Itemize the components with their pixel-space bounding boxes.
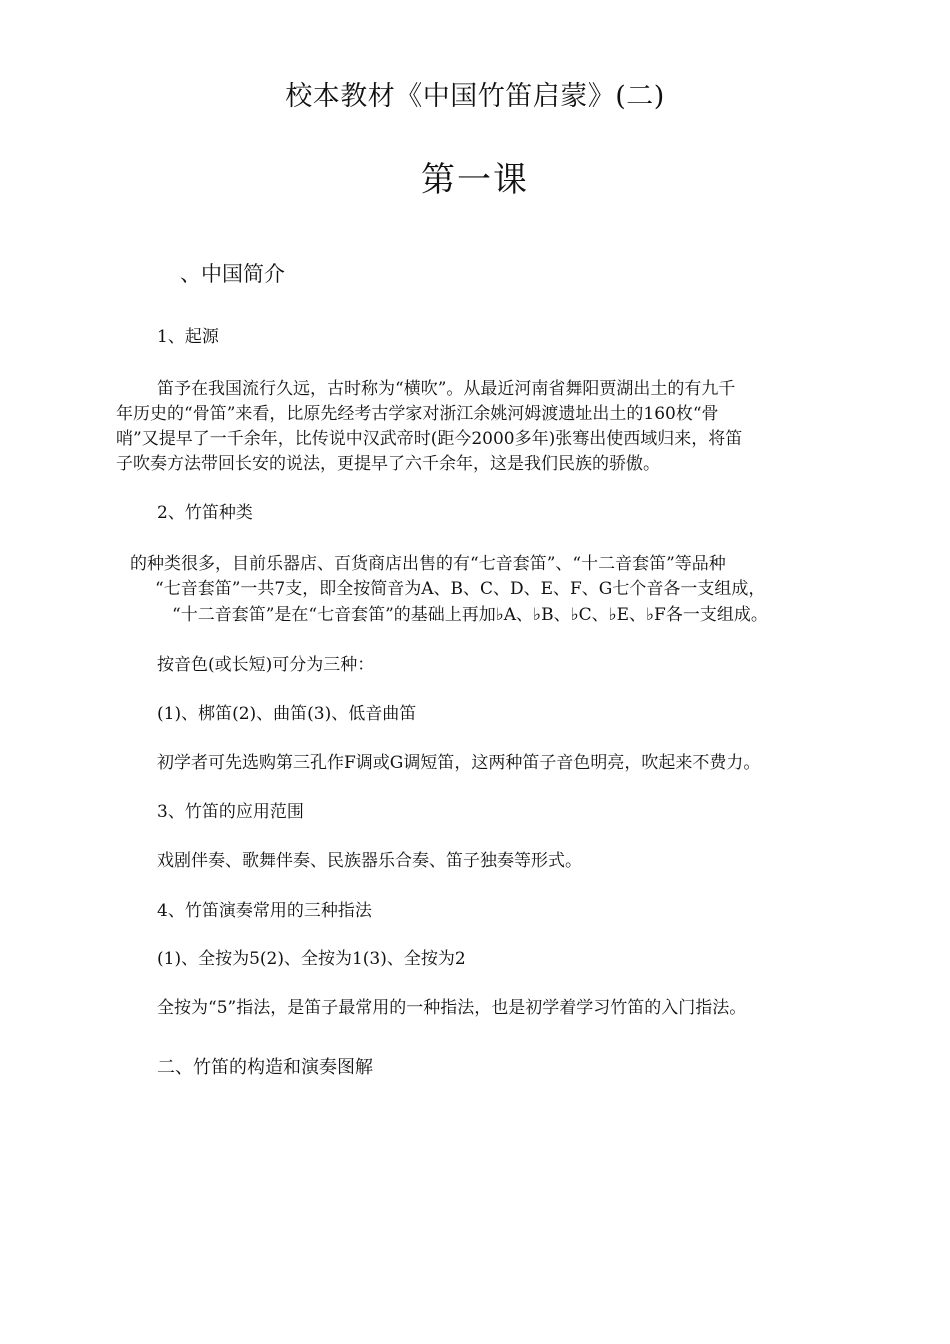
fingering-heading: 4、竹笛演奏常用的三种指法 [157, 901, 372, 921]
application-text: 戏剧伴奏、歌舞伴奏、民族器乐合奏、笛子独奏等形式。 [157, 851, 582, 871]
fingering-list: (1)、全按为5(2)、全按为1(3)、全按为2 [157, 949, 466, 969]
origin-line-4: 子吹奏方法带回长安的说法，更提早了六千余年，这是我们民族的骄傲。 [116, 454, 660, 474]
types-line-3: “十二音套笛”是在“七音套笛”的基础上再加♭A、♭B、♭C、♭E、♭F各一支组成。 [172, 605, 768, 625]
application-heading: 3、竹笛的应用范围 [157, 802, 304, 822]
lesson-title: 第一课 [421, 160, 529, 200]
timbre-list: (1)、梆笛(2)、曲笛(3)、低音曲笛 [157, 704, 417, 724]
section2-heading: 二、竹笛的构造和演奏图解 [157, 1057, 373, 1078]
types-line-1: 的种类很多，目前乐器店、百货商店出售的有“七音套笛”、“十二音套笛”等品种 [130, 554, 726, 574]
section1-heading: 、中国简介 [180, 262, 285, 286]
origin-line-3: 哨”又提早了一千余年，比传说中汉武帝时(距今2000多年)张骞出使西域归来，将笛 [116, 429, 743, 449]
origin-line-2: 年历史的“骨笛”来看，比原先经考古学家对浙江余姚河姆渡遗址出土的160枚“骨 [116, 404, 719, 424]
fingering-note: 全按为“5”指法，是笛子最常用的一种指法，也是初学着学习竹笛的入门指法。 [157, 998, 747, 1018]
origin-line-1: 笛予在我国流行久远，古时称为“横吹”。从最近河南省舞阳贾湖出土的有九千 [157, 379, 736, 399]
types-heading: 2、竹笛种类 [157, 503, 253, 523]
types-line-2: “七音套笛”一共7支，即全按简音为A、B、C、D、E、F、G七个音各一支组成， [155, 579, 766, 599]
beginner-note: 初学者可先选购第三孔作F调或G调短笛，这两种笛子音色明亮，吹起来不费力。 [157, 753, 761, 773]
document-title: 校本教材《中国竹笛启蒙》(二) [285, 81, 665, 112]
timbre-intro: 按音色(或长短)可分为三种： [157, 655, 375, 675]
origin-heading: 1、起源 [157, 327, 219, 347]
